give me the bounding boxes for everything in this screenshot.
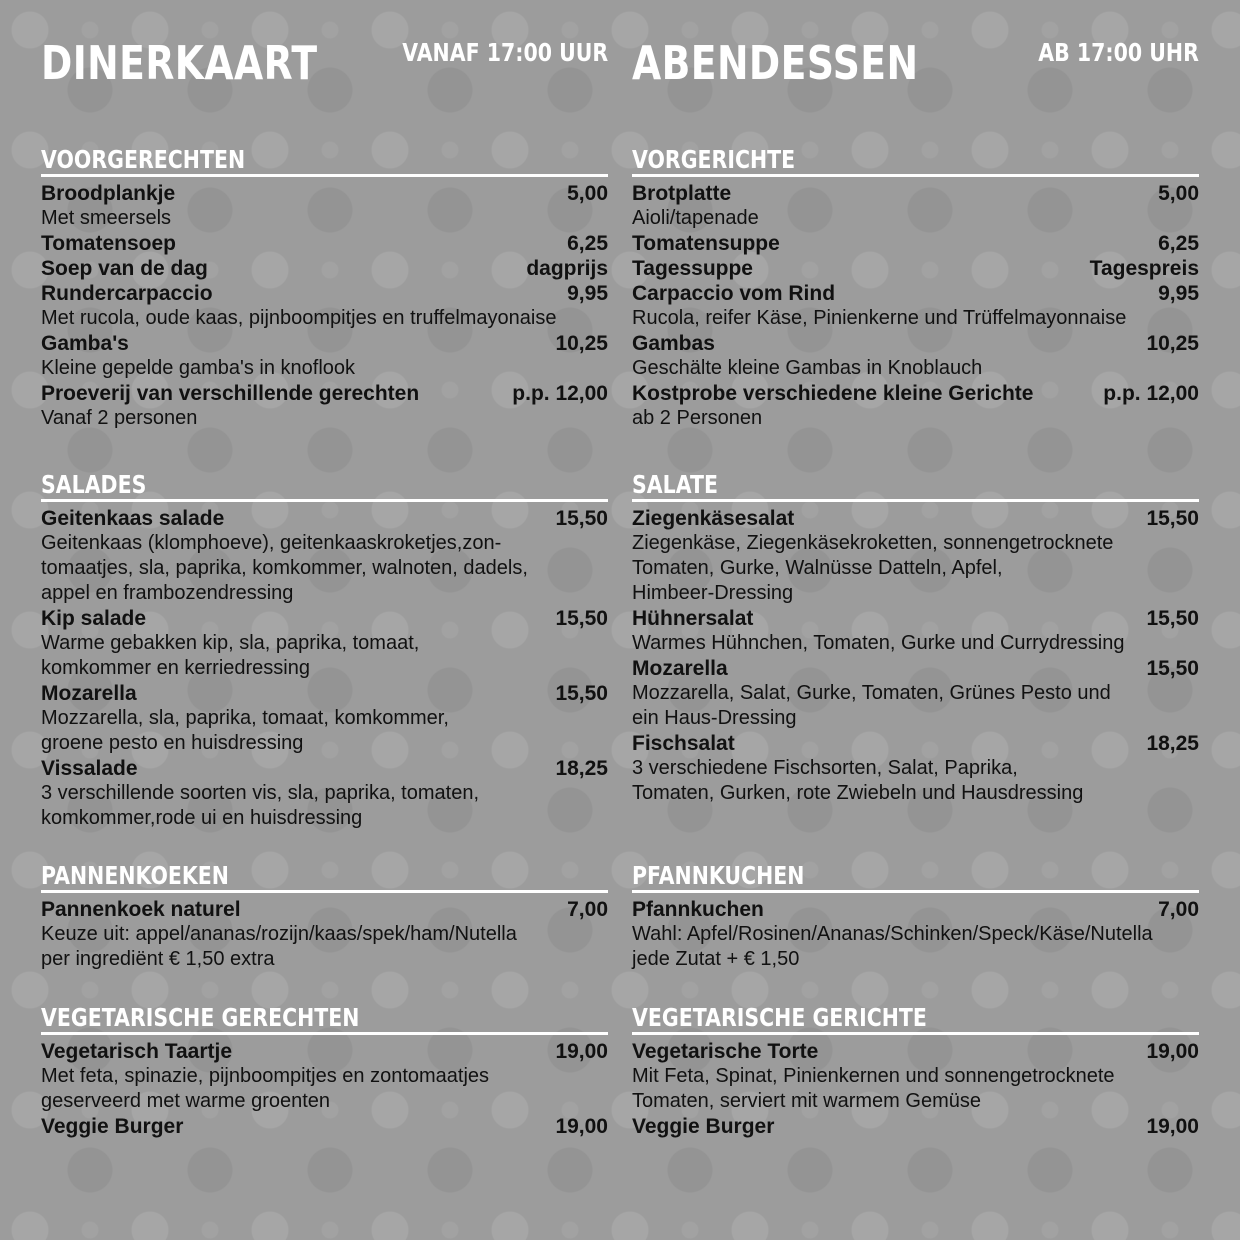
dish-name: Tomatensuppe xyxy=(632,232,780,255)
dish-description: Tomaten, Gurken, rote Zwiebeln und Hausdressing xyxy=(632,782,1084,804)
dish-description: Kleine gepelde gamba's in knoflook xyxy=(41,357,356,379)
dish-price: 15,50 xyxy=(1146,607,1199,630)
dish-description: Rucola, reifer Käse, Pinienkerne und Trüffelmayonnaise xyxy=(632,307,1127,329)
menu-item xyxy=(41,606,608,681)
menu-item-row xyxy=(632,331,1199,356)
menu-item xyxy=(632,731,1199,806)
section-heading-text: PANNENKOEKEN xyxy=(41,861,229,890)
menu-item-list xyxy=(632,181,1199,431)
menu-item-list xyxy=(632,506,1199,806)
section-heading xyxy=(632,856,1199,893)
section-heading-text: VEGETARISCHE GERICHTE xyxy=(632,1003,927,1032)
dish-price: 15,50 xyxy=(555,607,608,630)
menu-item xyxy=(632,656,1199,731)
dish-description: jede Zutat + € 1,50 xyxy=(632,948,800,970)
dish-name: Pfannkuchen xyxy=(632,898,764,921)
menu-item-row xyxy=(632,256,1199,281)
menu-item xyxy=(41,897,608,972)
dish-description: komkommer en kerriedressing xyxy=(41,657,310,679)
dish-price: 9,95 xyxy=(567,282,608,305)
section-heading-text: VEGETARISCHE GERECHTEN xyxy=(41,1003,360,1032)
menu-item-row xyxy=(632,656,1199,681)
dish-description: Mit Feta, Spinat, Pinienkernen und sonnengetrocknete xyxy=(632,1065,1115,1087)
menu-item-row xyxy=(632,731,1199,756)
dish-description: ein Haus-Dressing xyxy=(632,707,797,729)
dish-description: tomaatjes, sla, paprika, komkommer, walnoten, dadels, xyxy=(41,557,528,579)
dish-description: Tomaten, Gurke, Walnüsse Datteln, Apfel, xyxy=(632,557,1003,579)
dish-price: 19,00 xyxy=(1146,1115,1199,1138)
menu-item-row xyxy=(41,281,608,306)
dish-name: Carpaccio vom Rind xyxy=(632,282,836,305)
dish-name: Tagessuppe xyxy=(632,257,753,280)
menu-item xyxy=(632,897,1199,972)
german-opening-time: AB 17:00 UHR xyxy=(1038,38,1199,67)
dish-price: 18,25 xyxy=(555,757,608,780)
menu-item xyxy=(632,281,1199,331)
menu-item xyxy=(41,1114,608,1139)
section-salate xyxy=(632,465,1199,806)
dish-description: Keuze uit: appel/ananas/rozijn/kaas/spek/ham/Nutella xyxy=(41,923,517,945)
section-heading xyxy=(41,998,608,1035)
dutch-menu-title: DINERKAART xyxy=(41,36,318,90)
dish-name: Vegetarische Torte xyxy=(632,1040,819,1063)
menu-item xyxy=(41,381,608,431)
dish-name: Proeverij van verschillende gerechten xyxy=(41,382,420,405)
dutch-header xyxy=(41,0,608,140)
dish-price: 9,95 xyxy=(1158,282,1199,305)
dish-description: Met feta, spinazie, pijnboompitjes en zontomaatjes xyxy=(41,1065,490,1087)
dish-price: 15,50 xyxy=(1146,657,1199,680)
dish-name: Geitenkaas salade xyxy=(41,507,225,530)
menu-item-row xyxy=(41,181,608,206)
menu-item xyxy=(632,606,1199,656)
dish-price: dagprijs xyxy=(526,257,608,280)
dish-description: Geitenkaas (klomphoeve), geitenkaaskroketjes,zon- xyxy=(41,532,502,554)
menu-item-row xyxy=(632,1039,1199,1064)
section-heading xyxy=(41,140,608,177)
dish-description: Ziegenkäse, Ziegenkäsekroketten, sonnengetrocknete xyxy=(632,532,1114,554)
dish-name: Veggie Burger xyxy=(41,1115,184,1138)
dish-price: 18,25 xyxy=(1146,732,1199,755)
section-salades xyxy=(41,465,608,831)
dish-name: Vissalade xyxy=(41,757,138,780)
menu-item xyxy=(632,181,1199,231)
dutch-opening-time: VANAF 17:00 UUR xyxy=(402,38,608,67)
section-vegetarische-gerechten xyxy=(41,998,608,1139)
dish-description: 3 verschillende soorten vis, sla, paprika, tomaten, xyxy=(41,782,479,804)
menu-item-list xyxy=(41,506,608,831)
dish-name: Kostprobe verschiedene kleine Gerichte xyxy=(632,382,1034,405)
german-menu-title: ABENDESSEN xyxy=(632,36,919,90)
dish-description: komkommer,rode ui en huisdressing xyxy=(41,807,363,829)
section-heading-text: VORGERICHTE xyxy=(632,145,796,174)
menu-item-row xyxy=(41,1039,608,1064)
dish-price: p.p. 12,00 xyxy=(512,382,608,405)
dish-name: Mozarella xyxy=(632,657,728,680)
dish-price: 5,00 xyxy=(1158,182,1199,205)
dish-description: Wahl: Apfel/Rosinen/Ananas/Schinken/Speck/Käse/Nutella xyxy=(632,923,1153,945)
section-pfannkuchen xyxy=(632,856,1199,972)
menu-item xyxy=(632,1114,1199,1139)
dish-price: 19,00 xyxy=(1146,1040,1199,1063)
menu-item-row xyxy=(632,281,1199,306)
menu-item-row xyxy=(41,606,608,631)
dish-name: Fischsalat xyxy=(632,732,735,755)
dish-name: Rundercarpaccio xyxy=(41,282,213,305)
menu-item-row xyxy=(41,1114,608,1139)
menu-item xyxy=(632,506,1199,606)
menu-item xyxy=(41,331,608,381)
section-voorgerechten xyxy=(41,140,608,431)
dish-price: 15,50 xyxy=(555,507,608,530)
section-heading-text: SALATE xyxy=(632,470,718,499)
menu-item-row xyxy=(632,1114,1199,1139)
german-header xyxy=(632,0,1199,140)
dish-name: Brotplatte xyxy=(632,182,732,205)
section-heading xyxy=(41,856,608,893)
dish-price: p.p. 12,00 xyxy=(1103,382,1199,405)
section-pannenkoeken xyxy=(41,856,608,972)
dish-name: Vegetarisch Taartje xyxy=(41,1040,233,1063)
dish-description: geserveerd met warme groenten xyxy=(41,1090,331,1112)
dish-name: Hühnersalat xyxy=(632,607,754,630)
menu-item xyxy=(41,756,608,831)
dish-description: ab 2 Personen xyxy=(632,407,763,429)
menu-item xyxy=(41,181,608,231)
dish-price: 10,25 xyxy=(555,332,608,355)
section-heading xyxy=(41,465,608,502)
menu-item xyxy=(41,256,608,281)
dish-name: Broodplankje xyxy=(41,182,176,205)
dish-description: Met smeersels xyxy=(41,207,172,229)
menu-item-row xyxy=(632,897,1199,922)
dish-name: Tomatensoep xyxy=(41,232,176,255)
menu-item-row xyxy=(632,606,1199,631)
menu-item-row xyxy=(41,381,608,406)
section-heading xyxy=(632,998,1199,1035)
dish-description: Mozzarella, Salat, Gurke, Tomaten, Grünes Pesto und xyxy=(632,682,1111,704)
menu-item-row xyxy=(41,897,608,922)
dish-description: per ingrediënt € 1,50 extra xyxy=(41,948,275,970)
menu-item xyxy=(41,231,608,256)
section-heading xyxy=(632,465,1199,502)
dish-price: 6,25 xyxy=(567,232,608,255)
menu-item-list xyxy=(41,181,608,431)
section-vorgerichte xyxy=(632,140,1199,431)
menu-item-row xyxy=(632,506,1199,531)
dish-description: appel en frambozendressing xyxy=(41,582,294,604)
dish-name: Gamba's xyxy=(41,332,129,355)
menu-item-list xyxy=(41,897,608,972)
menu-item-row xyxy=(632,181,1199,206)
menu-item-list xyxy=(632,1039,1199,1139)
dish-price: 19,00 xyxy=(555,1115,608,1138)
section-vegetarische-gerichte xyxy=(632,998,1199,1139)
dish-name: Soep van de dag xyxy=(41,257,208,280)
dish-description: Warme gebakken kip, sla, paprika, tomaat, xyxy=(41,632,420,654)
section-heading-text: VOORGERECHTEN xyxy=(41,145,246,174)
dish-description: Warmes Hühnchen, Tomaten, Gurke und Currydressing xyxy=(632,632,1125,654)
menu-item-row xyxy=(41,256,608,281)
section-heading-text: SALADES xyxy=(41,470,147,499)
dish-description: 3 verschiedene Fischsorten, Salat, Paprika, xyxy=(632,757,1018,779)
menu-item-row xyxy=(632,231,1199,256)
menu-item xyxy=(632,256,1199,281)
dish-description: Tomaten, serviert mit warmem Gemüse xyxy=(632,1090,981,1112)
menu-item xyxy=(41,281,608,331)
menu-item-row xyxy=(41,231,608,256)
menu-item-row xyxy=(41,331,608,356)
dish-price: 15,50 xyxy=(555,682,608,705)
dish-price: 5,00 xyxy=(567,182,608,205)
dish-price: 7,00 xyxy=(567,898,608,921)
menu-item-row xyxy=(632,381,1199,406)
dish-price: 6,25 xyxy=(1158,232,1199,255)
menu-item xyxy=(632,381,1199,431)
menu-item xyxy=(632,231,1199,256)
dish-name: Ziegenkäsesalat xyxy=(632,507,795,530)
dish-description: groene pesto en huisdressing xyxy=(41,732,304,754)
dish-description: Aioli/tapenade xyxy=(632,207,759,229)
menu-item-row xyxy=(41,756,608,781)
dish-description: Himbeer-Dressing xyxy=(632,582,794,604)
dish-description: Met rucola, oude kaas, pijnboompitjes en truffelmayonaise xyxy=(41,307,557,329)
german-menu-column xyxy=(632,0,1199,1138)
dish-price: 15,50 xyxy=(1146,507,1199,530)
menu-item xyxy=(41,681,608,756)
dish-name: Veggie Burger xyxy=(632,1115,775,1138)
menu-item xyxy=(632,331,1199,381)
dish-name: Kip salade xyxy=(41,607,147,630)
dish-name: Gambas xyxy=(632,332,715,355)
dish-price: 19,00 xyxy=(555,1040,608,1063)
dish-name: Mozarella xyxy=(41,682,137,705)
menu-item-list xyxy=(632,897,1199,972)
menu-item-row xyxy=(41,506,608,531)
menu-item-row xyxy=(41,681,608,706)
menu-item xyxy=(632,1039,1199,1114)
dish-description: Mozzarella, sla, paprika, tomaat, komkommer, xyxy=(41,707,449,729)
menu-item-list xyxy=(41,1039,608,1139)
dish-name: Pannenkoek naturel xyxy=(41,898,241,921)
dish-price: 10,25 xyxy=(1146,332,1199,355)
menu-item xyxy=(41,1039,608,1114)
section-heading xyxy=(632,140,1199,177)
dish-price: Tagespreis xyxy=(1089,257,1199,280)
dish-price: 7,00 xyxy=(1158,898,1199,921)
dish-description: Geschälte kleine Gambas in Knoblauch xyxy=(632,357,983,379)
dutch-menu-column xyxy=(41,0,608,1138)
dish-description: Vanaf 2 personen xyxy=(41,407,198,429)
section-heading-text: PFANNKUCHEN xyxy=(632,861,805,890)
menu-item xyxy=(41,506,608,606)
